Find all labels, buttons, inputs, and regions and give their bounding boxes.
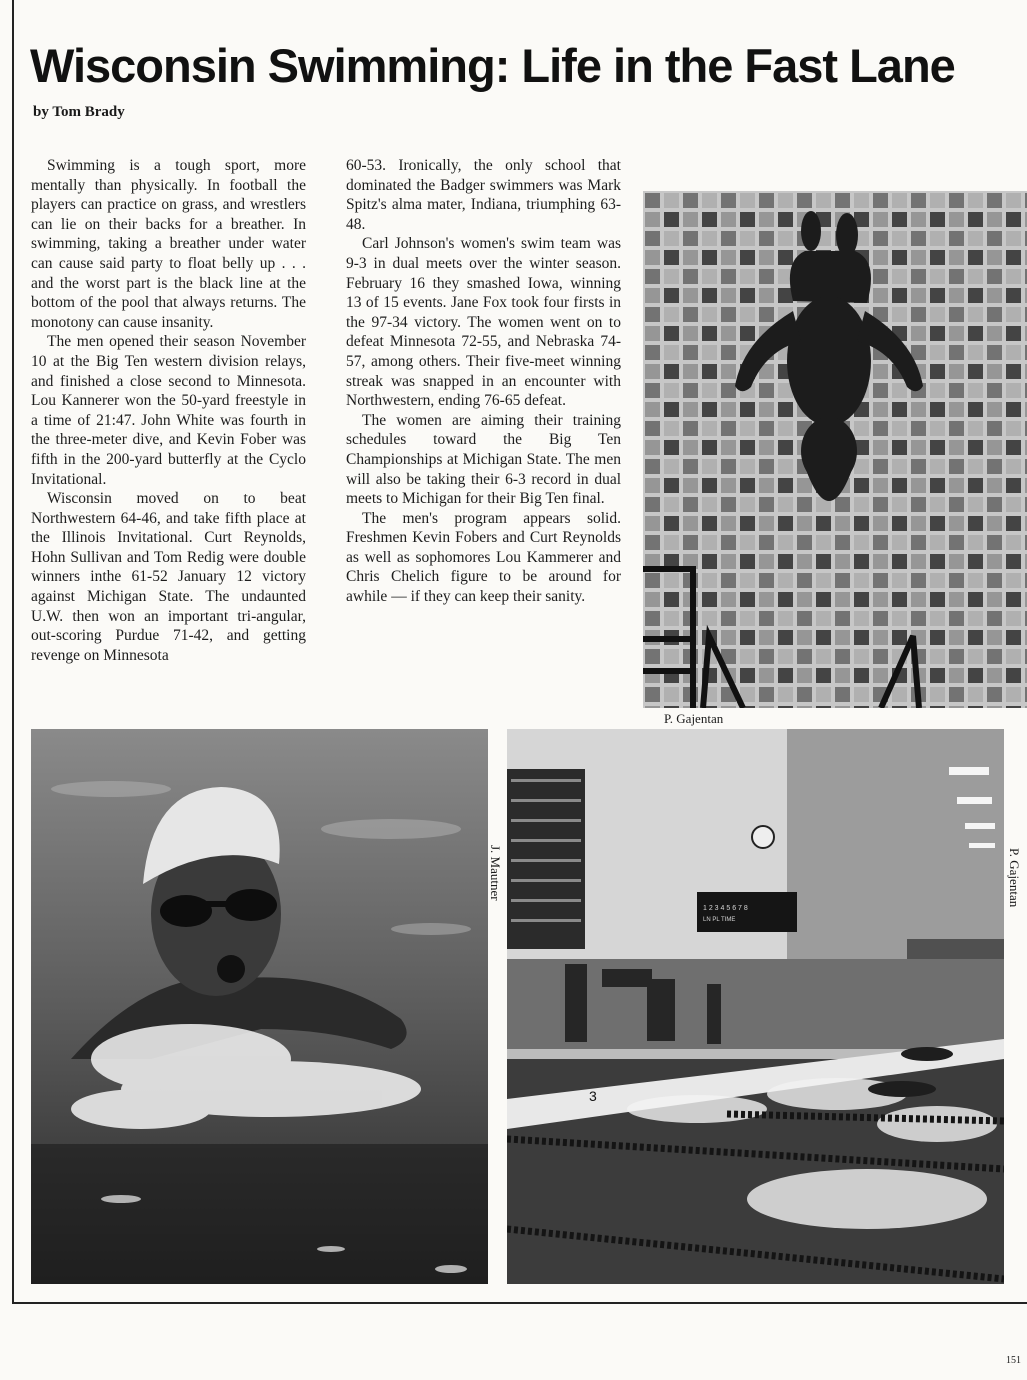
swimmer-photo [31, 729, 488, 1284]
article-title: Wisconsin Swimming: Life in the Fast Lane [30, 39, 955, 92]
photo-credit: J. Mautner [488, 845, 503, 901]
article-column-2 [346, 156, 621, 607]
paragraph: The men's program appears solid. Freshmen Kevin Fobers and Curt Reynolds as well as sophomores Lou Kammerer and Chris Chelich figure to be around for awhile — if they can keep their sanity. [346, 509, 621, 606]
paragraph: Carl Johnson's women's swim team was 9-3 in dual meets over the winter season. February 16 they smashed Iowa, winning 13 of 15 events. Jane Fox took four firsts in the 97-34 victory. The women went on to defeat Minnesota 72-55, and Nebraska 74-57, among others. Their five-meet winning streak was snapped in an encounter with Northwestern, ending 76-65 defeat. [346, 235, 621, 410]
article-column-1 [31, 156, 306, 665]
page-border-bottom [12, 1302, 1027, 1304]
paragraph: The women are aiming their training schedules toward the Big Ten Championships at Michigan State. The men will also be taking their 6-3 record in dual meets to Michigan for their Big Ten final. [346, 411, 621, 508]
page-number: 151 [1006, 1355, 1021, 1366]
paragraph: The men opened their season November 10 at the Big Ten western division relays, and finished a close second to Minnesota. Lou Kannerer won the 50-yard freestyle in a time of 21:47. John White was fourth in the three-meter dive, and Kevin Fober was fifth in the 200-yard butterfly at the Cyclo Invitational. [31, 333, 306, 488]
article-byline: by Tom Brady [33, 104, 125, 120]
photo-credit: P. Gajentan [1007, 848, 1022, 908]
scoreboard-numbers: 1 2 3 4 5 6 7 8 [703, 905, 748, 912]
paragraph: Swimming is a tough sport, more mentally than physically. In football the players can practice on grass, and wrestlers can lie on their backs for a breather. In swimming, taking a breather under water can cause said party to float belly up . . . and the worst part is the black line at the bottom of the pool that always returns. The monotony can cause insanity. [31, 157, 306, 331]
diver-photo [643, 191, 1027, 708]
photo-credit: P. Gajentan [664, 711, 724, 726]
pool-photo [507, 729, 1004, 1284]
page-border-left [12, 0, 14, 1303]
scoreboard-labels: LN PL TIME [703, 917, 736, 923]
lane-number: 3 [589, 1088, 597, 1104]
paragraph-continued: 60-53. Ironically, the only school that dominated the Badger swimmers was Mark Spitz's alma mater, Indiana, triumphing 63-48. [346, 157, 621, 233]
paragraph: Wisconsin moved on to beat Northwestern 64-46, and take fifth place at the Illinois Invitational. Curt Reynolds, Hohn Sullivan and Tom Redig were double winners inthe 61-52 January 12 victory against Michigan State. The undaunted U.W. then won an important tri-angular, out-scoring Purdue 71-42, and getting revenge on Minnesota [31, 490, 306, 664]
